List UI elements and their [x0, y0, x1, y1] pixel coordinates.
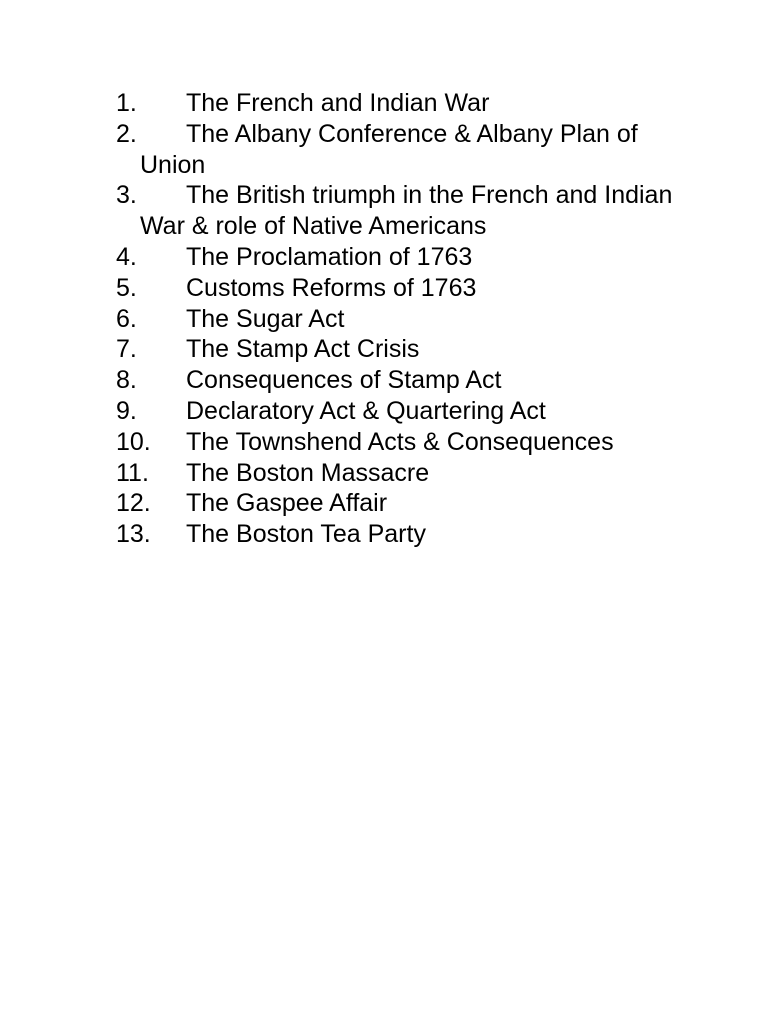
- item-number: 8.: [116, 366, 137, 395]
- list-item: [116, 304, 676, 335]
- item-number: 5.: [116, 273, 137, 302]
- item-text: The Boston Massacre: [186, 458, 430, 487]
- item-text: The Townshend Acts & Consequences: [186, 427, 614, 456]
- list-item: [116, 458, 676, 489]
- item-text: The Sugar Act: [186, 304, 345, 333]
- list-item: [116, 396, 676, 427]
- item-text: Declaratory Act & Quartering Act: [186, 396, 546, 425]
- topic-list: [116, 88, 676, 550]
- list-item: [116, 427, 676, 458]
- item-number: 3.: [116, 181, 137, 210]
- item-text: The Proclamation of 1763: [186, 242, 473, 271]
- item-text: The Albany Conference & Albany Plan of Union: [140, 119, 638, 179]
- item-text: The Gaspee Affair: [186, 489, 388, 518]
- list-item: [116, 119, 676, 181]
- list-item: [116, 519, 676, 550]
- item-text: Customs Reforms of 1763: [186, 273, 477, 302]
- list-item: [116, 180, 676, 242]
- list-item: [116, 488, 676, 519]
- list-item: [116, 273, 676, 304]
- list-item: [116, 88, 676, 119]
- item-text: The Stamp Act Crisis: [186, 335, 420, 364]
- item-text: The French and Indian War: [186, 89, 490, 117]
- item-number: 2.: [116, 119, 137, 148]
- item-number: 11.: [116, 458, 149, 487]
- item-number: 6.: [116, 304, 137, 333]
- item-number: 13.: [116, 520, 151, 549]
- item-text: Consequences of Stamp Act: [186, 366, 502, 395]
- list-item: [116, 334, 676, 365]
- list-item: [116, 242, 676, 273]
- item-number: 4.: [116, 242, 137, 271]
- item-number: 7.: [116, 335, 137, 364]
- item-number: 1.: [116, 89, 137, 117]
- item-text: The British triumph in the French and Indian War & role of Native Americans: [140, 181, 673, 241]
- list-item: [116, 365, 676, 396]
- item-number: 12.: [116, 489, 151, 518]
- item-number: 10.: [116, 427, 151, 456]
- item-text: The Boston Tea Party: [186, 520, 426, 549]
- item-number: 9.: [116, 396, 137, 425]
